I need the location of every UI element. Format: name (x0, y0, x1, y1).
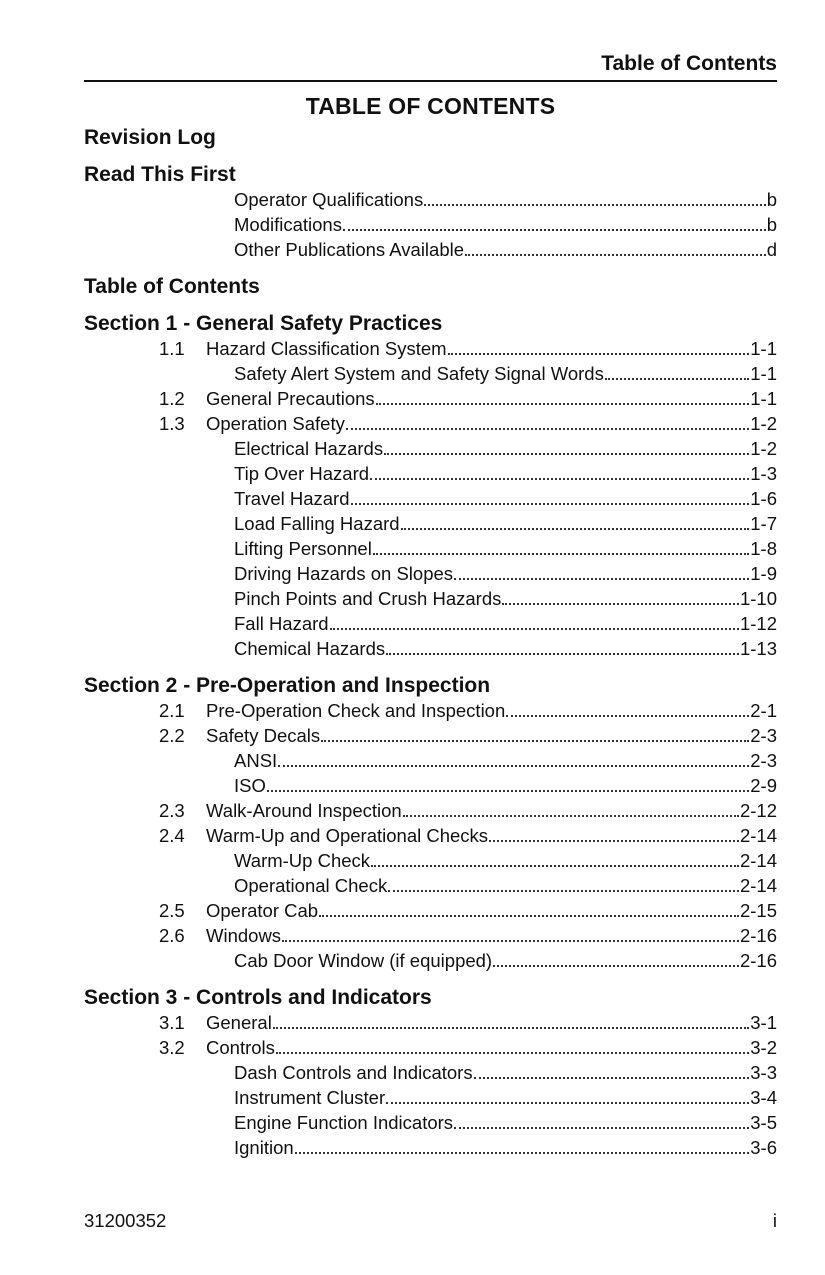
running-header (84, 50, 777, 82)
dot-leader (282, 940, 739, 942)
entry-title: Walk-Around Inspection (206, 800, 402, 821)
entry-title: General (206, 1012, 272, 1033)
entry-title: Fall Hazard (234, 613, 329, 634)
toc-subentry[interactable] (84, 1060, 777, 1085)
toc-subentry[interactable] (84, 636, 777, 661)
page-number: i (772, 1210, 777, 1231)
toc-entry[interactable] (84, 823, 777, 848)
entry-page: 1-2 (750, 413, 777, 434)
toc-subentry[interactable] (84, 586, 777, 611)
entry-page: 1-9 (750, 563, 777, 584)
entry-page: 1-3 (750, 463, 777, 484)
toc-entry[interactable] (84, 898, 777, 923)
entry-page: 2-15 (739, 900, 777, 921)
dot-leader (351, 503, 750, 505)
entry-page: b (766, 214, 777, 235)
table-of-contents (84, 125, 777, 1160)
toc-subentry[interactable] (84, 212, 777, 237)
entry-page: 2-16 (739, 950, 777, 971)
entry-number: 2.5 (159, 900, 185, 921)
entry-title: Lifting Personnel (234, 538, 372, 559)
entry-title: Ignition (234, 1137, 294, 1158)
entry-page: 1-2 (750, 438, 777, 459)
entry-title: Warm-Up and Operational Checks (206, 825, 489, 846)
dot-leader (465, 254, 766, 256)
entry-page: d (766, 239, 777, 260)
entry-number: 2.6 (159, 925, 185, 946)
dot-leader (424, 204, 766, 206)
toc-subentry[interactable] (84, 536, 777, 561)
entry-title: Operation Safety (206, 413, 345, 434)
entry-page: 2-12 (739, 800, 777, 821)
toc-subentry[interactable] (84, 486, 777, 511)
dot-leader (489, 840, 739, 842)
entry-number: 2.3 (159, 800, 185, 821)
entry-page: 2-1 (750, 700, 777, 721)
dot-leader (386, 1102, 749, 1104)
toc-subentry[interactable] (84, 187, 777, 212)
dot-leader (276, 1052, 749, 1054)
entry-title: Engine Function Indicators (234, 1112, 454, 1133)
entry-title: ANSI (234, 750, 278, 771)
entry-number: 2.4 (159, 825, 185, 846)
entry-page: 3-1 (750, 1012, 777, 1033)
dot-leader (605, 378, 749, 380)
dot-leader (384, 453, 749, 455)
entry-page: 1-7 (750, 513, 777, 534)
dot-leader (376, 403, 750, 405)
entry-number: 2.2 (159, 725, 185, 746)
entry-number: 3.1 (159, 1012, 185, 1033)
entry-title: Pinch Points and Crush Hazards (234, 588, 502, 609)
dot-leader (388, 890, 739, 892)
toc-subentry[interactable] (84, 1135, 777, 1160)
toc-entry[interactable] (84, 336, 777, 361)
entry-page: 2-14 (739, 875, 777, 896)
dot-leader (330, 628, 739, 630)
entry-title: Dash Controls and Indicators (234, 1062, 473, 1083)
toc-entry[interactable] (84, 1035, 777, 1060)
section-heading[interactable]: Section 2 - Pre-Operation and Inspection (84, 674, 491, 697)
toc-subentry[interactable] (84, 611, 777, 636)
entry-number: 1.1 (159, 338, 185, 359)
entry-page: 2-9 (750, 775, 777, 796)
entry-title: Instrument Cluster (234, 1087, 386, 1108)
entry-title: Tip Over Hazard (234, 463, 370, 484)
entry-page: 1-12 (739, 613, 777, 634)
dot-leader (321, 740, 749, 742)
entry-number: 3.2 (159, 1037, 185, 1058)
entry-page: 2-14 (739, 850, 777, 871)
dot-leader (403, 815, 739, 817)
entry-number: 2.1 (159, 700, 185, 721)
dot-leader (278, 765, 749, 767)
entry-title: Electrical Hazards (234, 438, 384, 459)
entry-title: Pre-Operation Check and Inspection (206, 700, 506, 721)
entry-title: Driving Hazards on Slopes (234, 563, 454, 584)
section-heading[interactable]: Table of Contents (84, 275, 260, 298)
dot-leader (319, 915, 739, 917)
toc-entry[interactable] (84, 923, 777, 948)
toc-entry[interactable] (84, 1010, 777, 1035)
entry-page: 1-1 (750, 363, 777, 384)
dot-leader (370, 478, 749, 480)
entry-page: 3-5 (750, 1112, 777, 1133)
entry-title: Hazard Classification System (206, 338, 447, 359)
toc-subentry[interactable] (84, 461, 777, 486)
entry-page: 1-6 (750, 488, 777, 509)
page-title: TABLE OF CONTENTS (305, 93, 556, 119)
entry-title: Safety Decals (206, 725, 321, 746)
section-heading[interactable]: Section 1 - General Safety Practices (84, 312, 443, 335)
dot-leader (454, 578, 749, 580)
toc-entry[interactable] (84, 798, 777, 823)
entry-page: 3-6 (750, 1137, 777, 1158)
toc-subentry[interactable] (84, 561, 777, 586)
entry-page: 3-4 (750, 1087, 777, 1108)
dot-leader (454, 1127, 749, 1129)
entry-page: 2-14 (739, 825, 777, 846)
toc-entry[interactable] (84, 411, 777, 436)
document-number: 31200352 (84, 1210, 167, 1231)
entry-number: 1.3 (159, 413, 185, 434)
entry-page: 2-3 (750, 725, 777, 746)
entry-title: Cab Door Window (if equipped) (234, 950, 493, 971)
entry-title: Controls (206, 1037, 275, 1058)
toc-subentry[interactable] (84, 1085, 777, 1110)
dot-leader (386, 653, 739, 655)
toc-subentry[interactable] (84, 436, 777, 461)
dot-leader (474, 1077, 750, 1079)
entry-title: Windows (206, 925, 282, 946)
entry-page: 2-16 (739, 925, 777, 946)
dot-leader (502, 603, 739, 605)
entry-page: 1-13 (739, 638, 777, 659)
entry-page: 3-2 (750, 1037, 777, 1058)
section-heading[interactable]: Revision Log (84, 126, 216, 149)
toc-subentry[interactable] (84, 873, 777, 898)
entry-title: Operational Check (234, 875, 388, 896)
dot-leader (448, 353, 750, 355)
dot-leader (506, 715, 749, 717)
entry-title: Safety Alert System and Safety Signal Words (234, 363, 604, 384)
entry-page: 1-1 (750, 338, 777, 359)
entry-page: 1-10 (739, 588, 777, 609)
entry-page: b (766, 189, 777, 210)
entry-title: Chemical Hazards (234, 638, 386, 659)
dot-leader (267, 790, 749, 792)
dot-leader (273, 1027, 749, 1029)
entry-title: Warm-Up Check (234, 850, 371, 871)
section-heading[interactable]: Read This First (84, 163, 236, 186)
toc-subentry[interactable] (84, 748, 777, 773)
section-heading[interactable]: Section 3 - Controls and Indicators (84, 986, 432, 1009)
dot-leader (371, 865, 739, 867)
page-footer (84, 1210, 777, 1234)
toc-subentry[interactable] (84, 1110, 777, 1135)
dot-leader (493, 965, 739, 967)
entry-title: Travel Hazard (234, 488, 350, 509)
dot-leader (295, 1152, 750, 1154)
toc-entry[interactable] (84, 386, 777, 411)
toc-subentry[interactable] (84, 773, 777, 798)
toc-entry[interactable] (84, 698, 777, 723)
toc-subentry[interactable] (84, 511, 777, 536)
toc-subentry[interactable] (84, 361, 777, 386)
dot-leader (343, 229, 766, 231)
entry-title: ISO (234, 775, 266, 796)
toc-subentry[interactable] (84, 237, 777, 262)
entry-page: 2-3 (750, 750, 777, 771)
toc-entry[interactable] (84, 723, 777, 748)
entry-number: 1.2 (159, 388, 185, 409)
entry-title: Load Falling Hazard (234, 513, 400, 534)
toc-subentry[interactable] (84, 948, 777, 973)
entry-page: 1-8 (750, 538, 777, 559)
entry-title: General Precautions (206, 388, 375, 409)
entry-title: Operator Qualifications (234, 189, 424, 210)
dot-leader (401, 528, 750, 530)
entry-page: 3-3 (750, 1062, 777, 1083)
dot-leader (346, 428, 749, 430)
entry-title: Modifications (234, 214, 342, 235)
toc-subentry[interactable] (84, 848, 777, 873)
entry-title: Other Publications Available (234, 239, 465, 260)
entry-page: 1-1 (750, 388, 777, 409)
entry-title: Operator Cab (206, 900, 319, 921)
running-header-title: Table of Contents (601, 52, 777, 75)
dot-leader (373, 553, 749, 555)
